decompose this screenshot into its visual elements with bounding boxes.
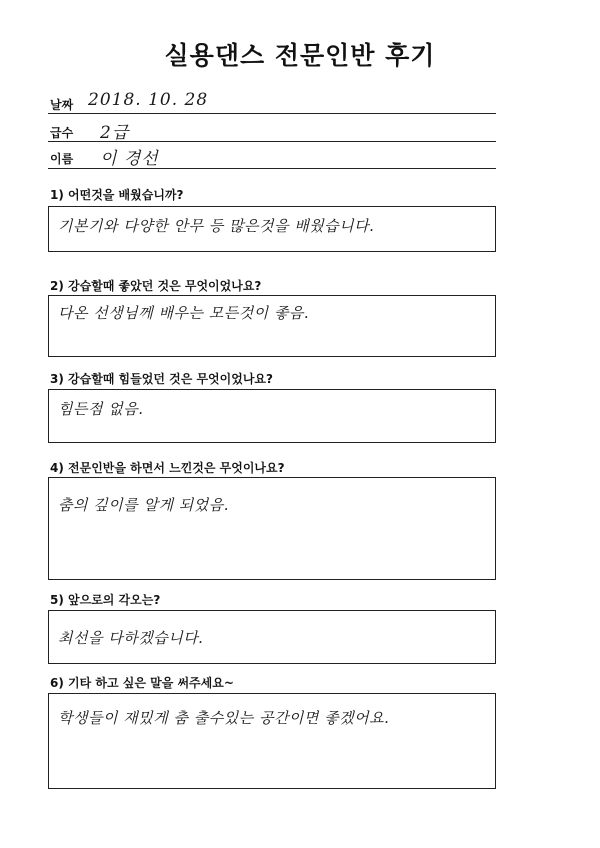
grade-label: 급수 (50, 126, 74, 140)
answer-4: 춤의 깊이를 알게 되었음. (58, 496, 229, 514)
question-3-label: 3) 강습할때 힘들었던 것은 무엇이었나요? (50, 372, 273, 386)
question-4-label: 4) 전문인반을 하면서 느낀것은 무엇이나요? (50, 461, 285, 475)
grade-value: 2급 (100, 123, 130, 143)
question-1-label: 1) 어떤것을 배웠습니까? (50, 188, 184, 202)
question-2-label: 2) 강습할때 좋았던 것은 무엇이었나요? (50, 279, 262, 293)
answer-1: 기본기와 다양한 안무 등 많은것을 배웠습니다. (58, 217, 375, 235)
page-title: 실용댄스 전문인반 후기 (164, 41, 436, 70)
name-label: 이름 (50, 152, 74, 166)
answer-5: 최선을 다하겠습니다. (58, 629, 204, 647)
answer-6: 학생들이 재밌게 춤 출수있는 공간이면 좋겠어요. (58, 709, 390, 727)
date-label: 날짜 (50, 98, 74, 112)
date-value: 2018. 10. 28 (88, 90, 209, 110)
question-5-label: 5) 앞으로의 각오는? (50, 593, 161, 607)
answer-2: 다온 선생님께 배우는 모든것이 좋음. (58, 304, 310, 322)
answer-box-4 (48, 477, 496, 580)
name-value: 이 경선 (100, 149, 159, 169)
date-underline (48, 113, 496, 114)
grade-underline (48, 141, 496, 142)
question-6-label: 6) 기타 하고 싶은 말을 써주세요~ (50, 676, 234, 690)
answer-3: 힘든점 없음. (58, 400, 144, 418)
name-underline (48, 168, 496, 169)
